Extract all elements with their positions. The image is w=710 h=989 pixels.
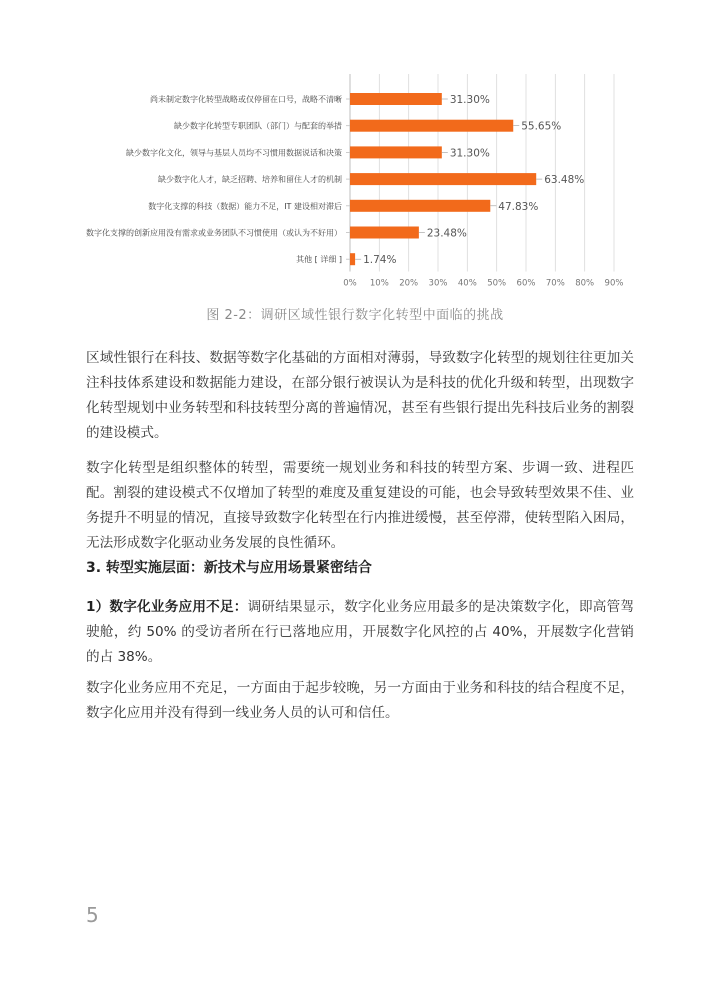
x-tick-label: 40% xyxy=(457,278,477,289)
category-label: 其他 [ 详细 ] xyxy=(296,255,342,265)
x-tick-label: 0% xyxy=(343,278,357,289)
paragraph-3-lead: 1）数字化业务应用不足： xyxy=(86,599,248,615)
bar xyxy=(350,253,355,265)
bar xyxy=(350,93,442,105)
x-tick-label: 70% xyxy=(545,278,565,289)
category-label: 数字化支撑的创新应用没有需求或业务团队不习惯使用（或认为不好用） xyxy=(86,228,342,238)
paragraph-1: 区域性银行在科技、数据等数字化基础的方面相对薄弱，导致数字化转型的规划往往更加关注科技体系建设和数据能力建设，在部分银行被误认为是科技的优化升级和转型，出现数字化转型规划中业务转型和科技转型分离的普遍情况，甚至有些银行提出先科技后业务的割裂的建设模式。 xyxy=(86,350,634,441)
category-label: 尚未制定数字化转型战略或仅停留在口号，战略不清晰 xyxy=(150,95,342,104)
data-label: 23.48% xyxy=(426,227,467,240)
bar xyxy=(350,200,490,212)
category-label: 缺少数字化文化，领导与基层人员均不习惯用数据说话和决策 xyxy=(126,148,342,158)
paragraph-3 xyxy=(86,595,634,670)
bar xyxy=(350,146,442,158)
x-tick-label: 60% xyxy=(516,278,536,289)
x-tick-label: 50% xyxy=(487,278,507,289)
data-label: 31.30% xyxy=(449,94,490,106)
data-label: 55.65% xyxy=(521,120,562,133)
challenges-bar-chart xyxy=(0,0,710,300)
data-label: 63.48% xyxy=(544,174,585,187)
page-number: 5 xyxy=(86,903,99,927)
paragraph-2: 数字化转型是组织整体的转型，需要统一规划业务和科技的转型方案、步调一致、进程匹配。割裂的建设模式不仅增加了转型的难度及重复建设的可能，也会导致转型效果不佳、业务提升不明显的情况，直接导致数字化转型在行内推进缓慢，甚至停滞，使转型陷入困局，无法形成数字化驱动业务发展的良性循环。 xyxy=(86,460,634,551)
x-tick-label: 10% xyxy=(369,278,389,289)
section-heading-3: 3. 转型实施层面：新技术与应用场景紧密结合 xyxy=(86,560,372,576)
bar xyxy=(350,120,513,132)
data-label: 1.74% xyxy=(363,254,397,267)
category-label: 缺少数字化人才，缺乏招聘、培养和留住人才的机制 xyxy=(158,175,342,185)
category-label: 数字化支撑的科技（数据）能力不足，IT 建设相对滞后 xyxy=(148,201,342,211)
bar xyxy=(350,227,419,239)
x-tick-label: 80% xyxy=(575,278,595,289)
x-tick-label: 90% xyxy=(604,278,624,289)
data-label: 47.83% xyxy=(498,200,539,213)
data-label: 31.30% xyxy=(449,147,490,160)
x-tick-label: 20% xyxy=(399,278,419,289)
x-tick-label: 30% xyxy=(428,278,448,289)
category-label: 缺少数字化转型专职团队（部门）与配套的举措 xyxy=(174,121,342,131)
paragraph-3-text: 调研结果显示，数字化业务应用最多的是决策数字化，即高管驾驶舱，约 50% 的受访者所在行已落地应用，开展数字化风控的占 40%，开展数字化营销的占 38%。 xyxy=(86,599,634,665)
figure-caption: 图 2-2：调研区域性银行数字化转型中面临的挑战 xyxy=(206,308,504,323)
bar xyxy=(350,173,536,185)
paragraph-4: 数字化业务应用不充足，一方面由于起步较晚，另一方面由于业务和科技的结合程度不足，数字化应用并没有得到一线业务人员的认可和信任。 xyxy=(86,680,634,721)
